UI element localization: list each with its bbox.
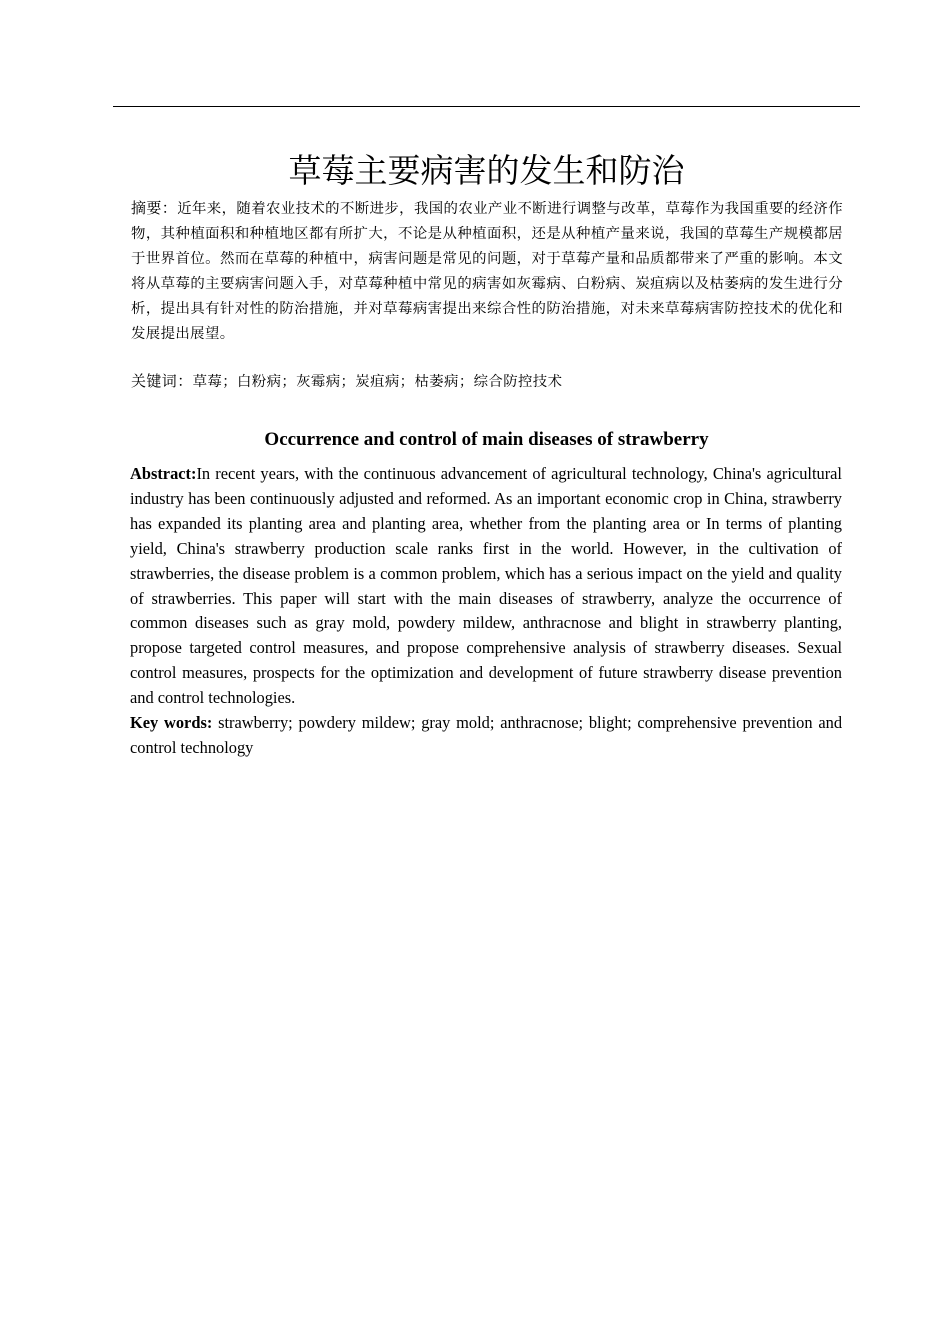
header-rule — [113, 106, 860, 107]
english-keywords-text: strawberry; powdery mildew; gray mold; anthracnose; blight; comprehensive prevention and control technology — [130, 713, 843, 757]
chinese-abstract-label: 摘要： — [131, 199, 178, 217]
chinese-keywords — [131, 369, 843, 395]
english-abstract — [130, 462, 842, 711]
chinese-keywords-text: 草莓；白粉病；灰霉病；炭疽病；枯萎病；综合防控技术 — [192, 374, 563, 390]
chinese-abstract — [131, 196, 843, 347]
english-keywords — [130, 711, 842, 761]
english-abstract-label: Abstract: — [130, 464, 197, 483]
chinese-title: 草莓主要病害的发生和防治 — [288, 151, 685, 190]
english-abstract-text: In recent years, with the continuous advancement of agricultural technology, China's agricultural industry has been continuously adjusted and reformed. As an important economic crop in China, strawberry has expanded its planting area and planting area, whether from the planting area or In terms of planting yield, China's strawberry production scale ranks first in the world. However, in the cultivation of strawberries, the disease problem is a common problem, which has a serious impact on the yield and quality of strawberries. This paper will start with the main diseases of strawberry, analyze the occurrence of common diseases such as gray mold, powdery mildew, anthracnose and blight in strawberry planting, propose targeted control measures, and propose comprehensive analysis of strawberry diseases. Sexual control measures, prospects for the optimization and development of future strawberry disease prevention and control technologies. — [130, 464, 842, 708]
english-title: Occurrence and control of main diseases of strawberry — [264, 429, 709, 450]
chinese-abstract-text: 近年来，随着农业技术的不断进步，我国的农业产业不断进行调整与改革，草莓作为我国重要的经济作物，其种植面积和种植地区都有所扩大，不论是从种植面积，还是从种植产量来说，我国的草莓生产规模都居于世界首位。然而在草莓的种植中，病害问题是常见的问题，对于草莓产量和品质都带来了严重的影响。本文将从草莓的主要病害问题入手，对草莓种植中常见的病害如灰霉病、白粉病、炭疽病以及枯萎病的发生进行分析，提出具有针对性的防治措施，并对草莓病害提出来综合性的防治措施，对未来草莓病害防控技术的优化和发展提出展望。 — [131, 201, 843, 342]
chinese-keywords-label: 关键词： — [131, 372, 193, 390]
english-keywords-label: Key words: — [130, 713, 213, 732]
